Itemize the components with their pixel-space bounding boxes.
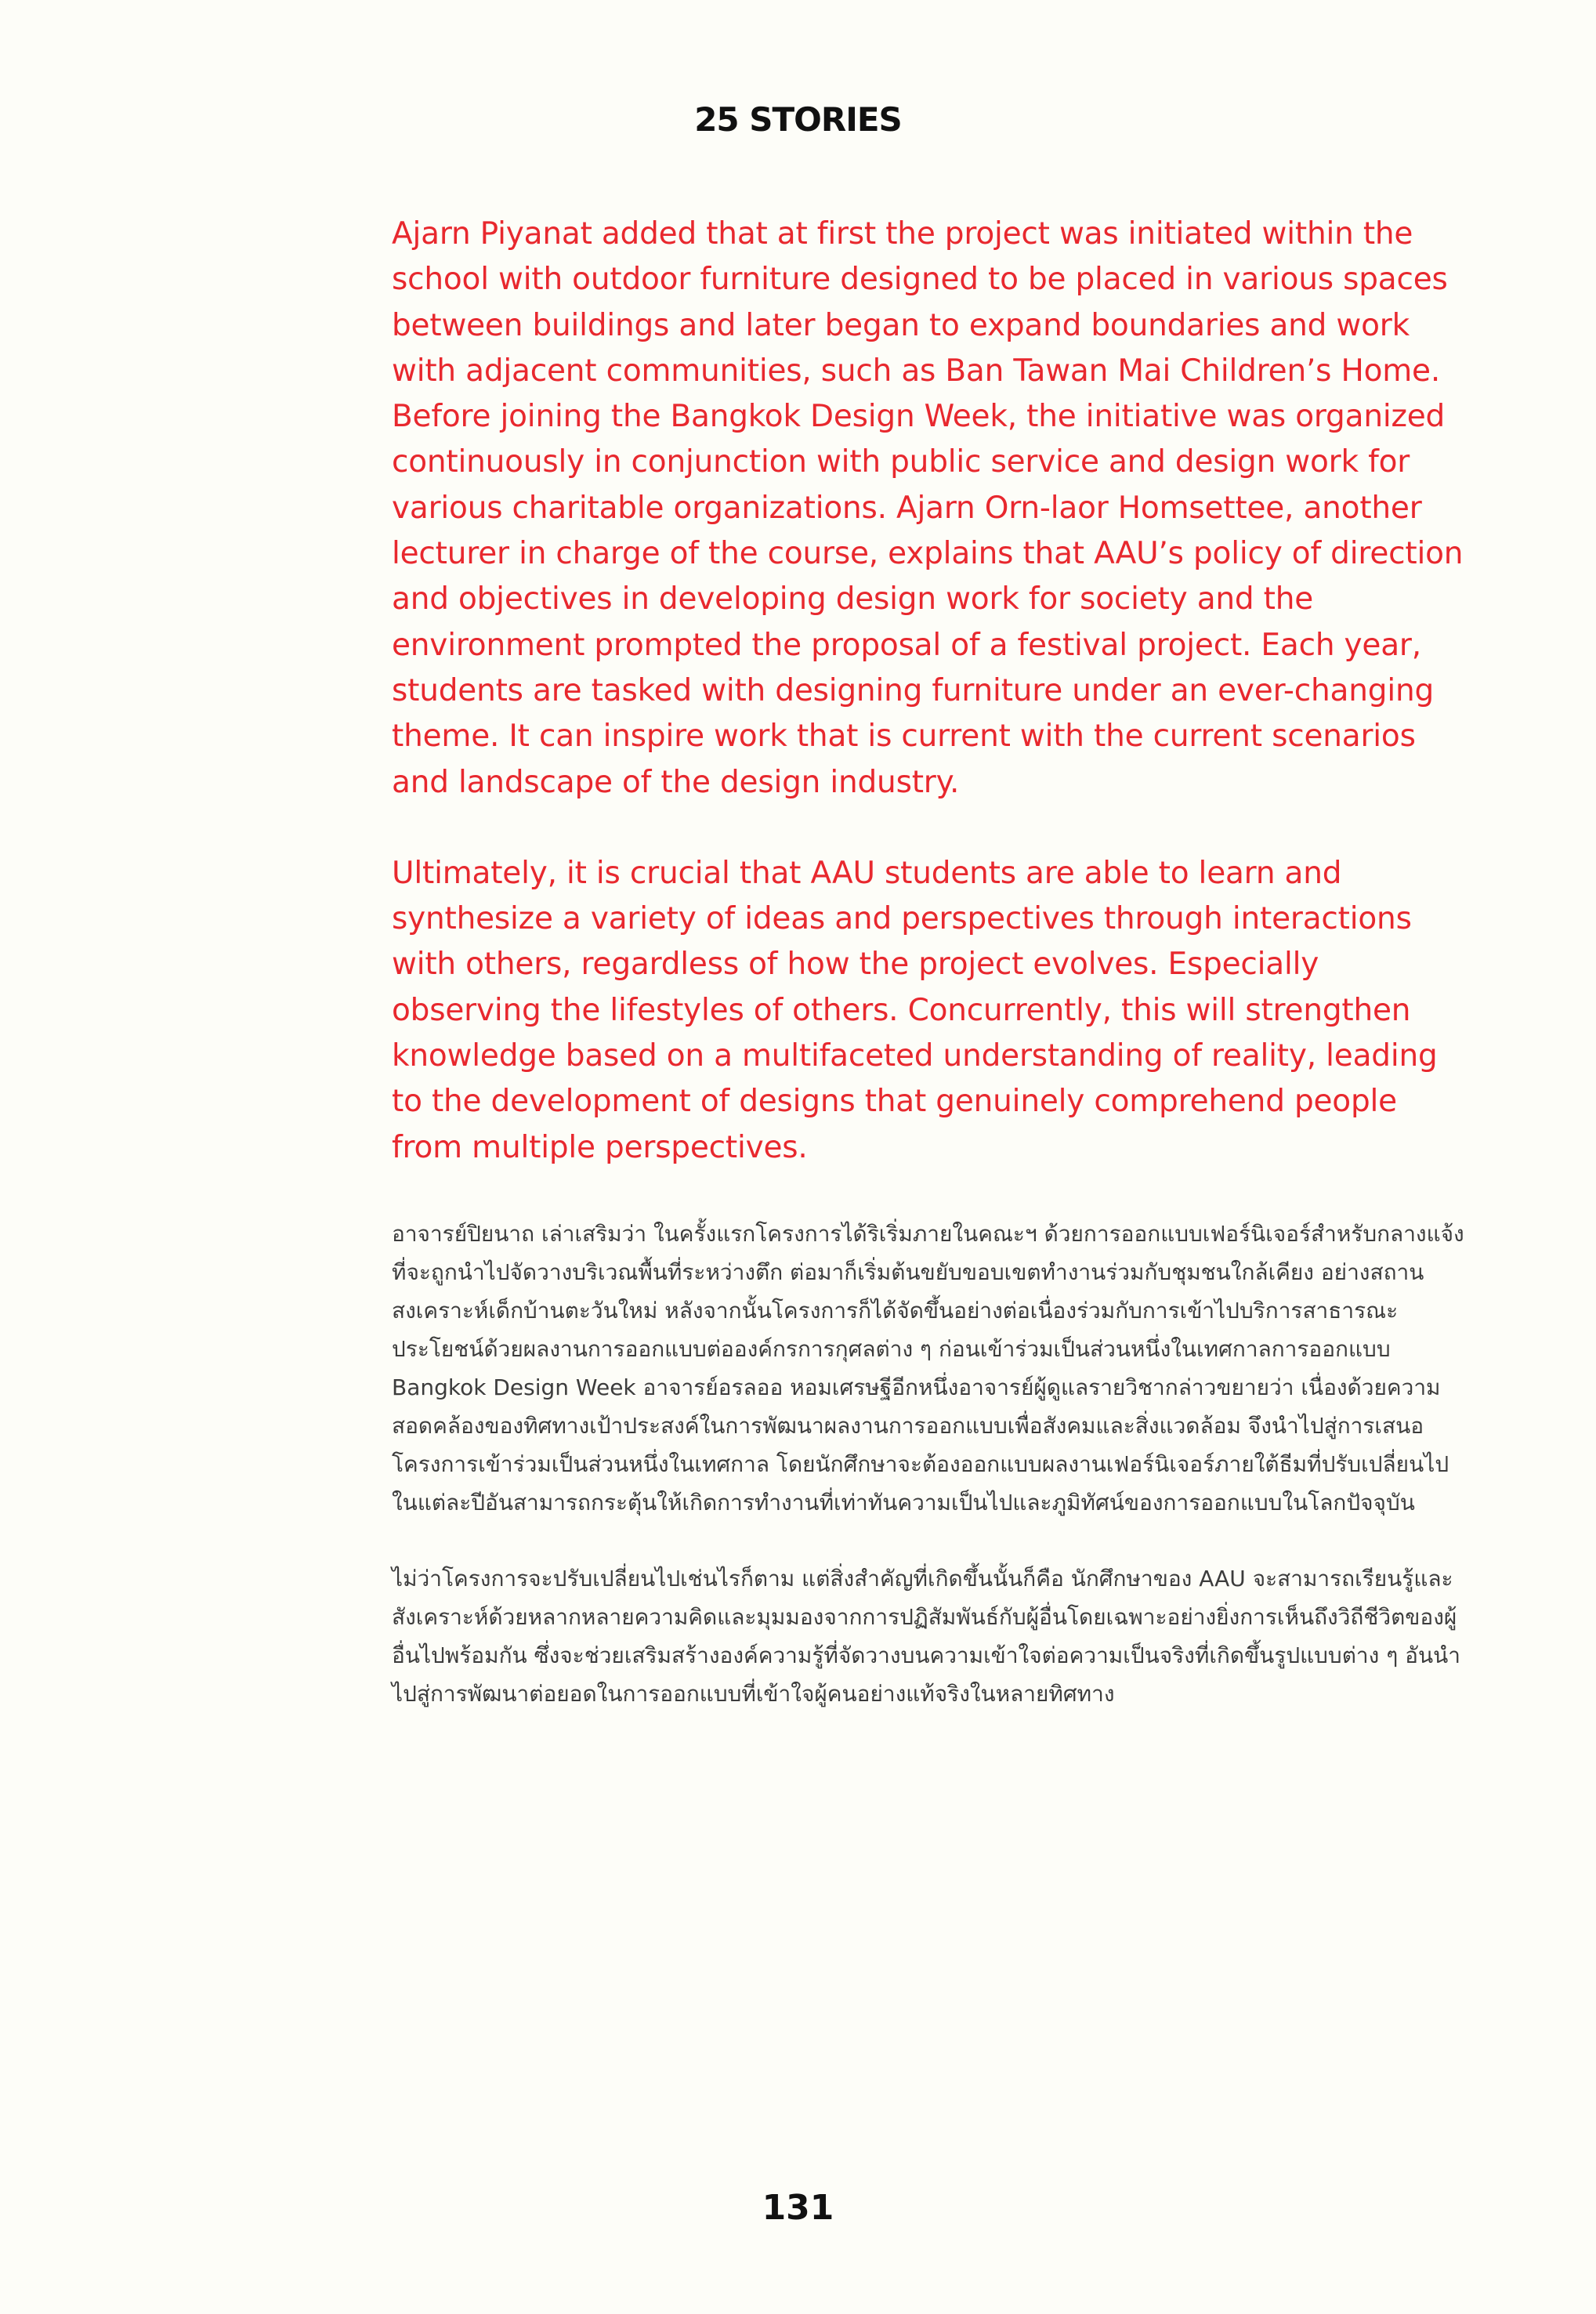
- thai-paragraph-1: อาจารย์ปิยนาถ เล่าเสริมว่า ในครั้งแรกโครงการได้ริเริ่มภายในคณะฯ ด้วยการออกแบบเฟอร์นิเจอร์สำหรับกลางแจ้งที่จะถูกนำไปจัดวางบริเวณพื้นที่ระหว่างตึก ต่อมาก็เริ่มต้นขยับขอบเขตทำงานร่วมกับชุมชนใกล้เคียง อย่างสถานสงเคราะห์เด็กบ้านตะวันใหม่ หลังจากนั้นโครงการก็ได้จัดขึ้นอย่างต่อเนื่องร่วมกับการเข้าไปบริการสาธารณะประโยชน์ด้วยผลงานการออกแบบต่อองค์กรการกุศลต่าง ๆ ก่อนเข้าร่วมเป็นส่วนหนึ่งในเทศกาลการออกแบบ Bangkok Design Week อาจารย์อรลออ หอมเศรษฐีอีกหนึ่งอาจารย์ผู้ดูแลรายวิชากล่าวขยายว่า เนื่องด้วยความสอดคล้องของทิศทางเป้าประสงค์ในการพัฒนาผลงานการออกแบบเพื่อสังคมและสิ่งแวดล้อม จึงนำไปสู่การเสนอโครงการเข้าร่วมเป็นส่วนหนึ่งในเทศกาล โดยนักศึกษาจะต้องออกแบบผลงานเฟอร์นิเจอร์ภายใต้ธีมที่ปรับเปลี่ยนไปในแต่ละปีอันสามารถกระตุ้นให้เกิดการทำงานที่เท่าทันความเป็นไปและภูมิทัศน์ของการออกแบบในโลกปัจจุบัน: [392, 1220, 1464, 1516]
- article-body: [392, 212, 1473, 1713]
- thai-paragraph-2: ไม่ว่าโครงการจะปรับเปลี่ยนไปเช่นไรก็ตาม แต่สิ่งสำคัญที่เกิดขึ้นนั้นก็คือ นักศึกษาของ AAU จะสามารถเรียนรู้และสังเคราะห์ด้วยหลากหลายความคิดและมุมมองจากการปฏิสัมพันธ์กับผู้อื่นโดยเฉพาะอย่างยิ่งการเห็นถึงวิถีชีวิตของผู้อื่นไปพร้อมกัน ซึ่งจะช่วยเสริมสร้างองค์ความรู้ที่จัดวางบนความเข้าใจต่อความเป็นจริงที่เกิดขึ้นรูปแบบต่าง ๆ อันนำไปสู่การพัฒนาต่อยอดในการออกแบบที่เข้าใจผู้คนอย่างแท้จริงในหลายทิศทาง: [392, 1565, 1460, 1707]
- page-number: 131: [762, 2188, 834, 2228]
- english-paragraph-2: Ultimately, it is crucial that AAU students are able to learn and synthesize a variety of ideas and perspectives through interactions with others, regardless of how the project evolves. Especially observing the lifestyles of others. Concurrently, this will strengthen knowledge based on a multifaceted understanding of reality, leading to the development of designs that genuinely comprehend people from multiple perspectives.: [392, 855, 1438, 1165]
- page-header-title: 25 STORIES: [694, 100, 902, 139]
- english-paragraph-1: Ajarn Piyanat added that at first the project was initiated within the school with outdoor furniture designed to be placed in various spaces between buildings and later began to expand boundaries and work with adjacent communities, such as Ban Tawan Mai Children’s Home. Before joining the Bangkok Design Week, the initiative was organized continuously in conjunction with public service and design work for various charitable organizations. Ajarn Orn-laor Homsettee, another lecturer in charge of the course, explains that AAU’s policy of direction and objectives in developing design work for society and the environment prompted the proposal of a festival project. Each year, students are tasked with designing furniture under an ever-changing theme. It can inspire work that is current with the current scenarios and landscape of the design industry.: [392, 216, 1464, 800]
- thai-text-block: [392, 1215, 1473, 1713]
